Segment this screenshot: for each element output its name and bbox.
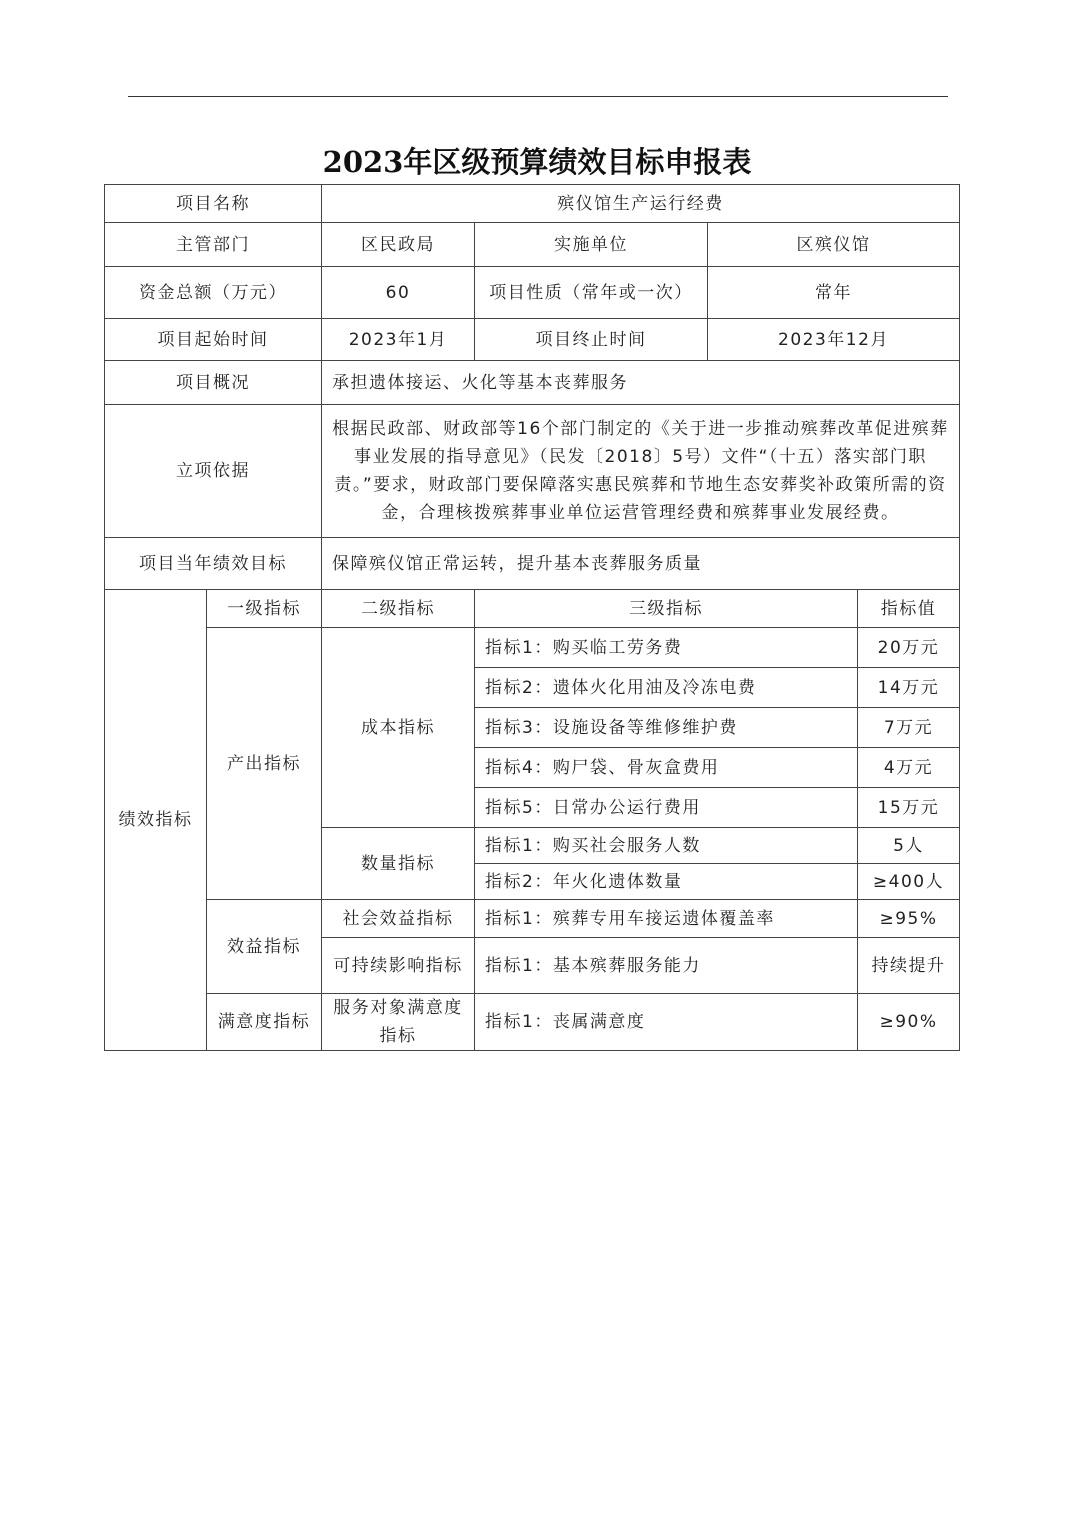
nature-label: 项目性质（常年或一次） [475,267,708,319]
end-value: 2023年12月 [708,319,960,361]
indicator-value: 14万元 [858,668,960,708]
table-row [105,267,960,319]
overview-value: 承担遗体接运、火化等基本丧葬服务 [322,361,960,405]
budget-table [104,184,960,1051]
indicator-value: ≥95% [858,900,960,938]
table-row [105,994,960,1051]
table-row [105,590,960,628]
quantity-label: 数量指标 [322,828,475,900]
goal-value: 保障殡仪馆正常运转，提升基本丧葬服务质量 [322,538,960,590]
impl-label: 实施单位 [475,223,708,267]
table-row [105,405,960,538]
header-level3: 三级指标 [475,590,858,628]
table-row [105,900,960,938]
nature-value: 常年 [708,267,960,319]
indicator-name: 指标2：年火化遗体数量 [475,864,858,900]
indicators-section-label: 绩效指标 [105,590,207,1051]
indicator-name: 指标1：基本殡葬服务能力 [475,938,858,994]
indicator-name: 指标3：设施设备等维修维护费 [475,708,858,748]
table-row [105,538,960,590]
table-row [105,628,960,668]
basis-value: 根据民政部、财政部等16个部门制定的《关于进一步推动殡葬改革促进殡葬事业发展的指导意见》（民发〔2018〕5号）文件“（十五）落实部门职责。”要求，财政部门要保障落实惠民殡葬和节地生态安葬奖补政策所需的资金，合理核拨殡葬事业单位运营管理经费和殡葬事业发展经费。 [322,405,960,538]
overview-label: 项目概况 [105,361,322,405]
indicator-name: 指标1：购买社会服务人数 [475,828,858,864]
project-name-value: 殡仪馆生产运行经费 [322,185,960,223]
indicator-value: 7万元 [858,708,960,748]
impl-value: 区殡仪馆 [708,223,960,267]
indicator-value: 5人 [858,828,960,864]
goal-label: 项目当年绩效目标 [105,538,322,590]
satisfaction-sub-label: 服务对象满意度指标 [322,994,475,1051]
indicator-value: 持续提升 [858,938,960,994]
indicator-name: 指标1：殡葬专用车接运遗体覆盖率 [475,900,858,938]
table-row [105,185,960,223]
table-row [105,361,960,405]
indicator-name: 指标4：购尸袋、骨灰盒费用 [475,748,858,788]
header-level2: 二级指标 [322,590,475,628]
satisfaction-label: 满意度指标 [207,994,322,1051]
header-rule [128,96,948,97]
dept-label: 主管部门 [105,223,322,267]
indicator-name: 指标1：购买临工劳务费 [475,628,858,668]
benefit-label: 效益指标 [207,900,322,994]
output-label: 产出指标 [207,628,322,900]
indicator-value: ≥90% [858,994,960,1051]
table-row [105,319,960,361]
indicator-value: 15万元 [858,788,960,828]
fund-value: 60 [322,267,475,319]
start-value: 2023年1月 [322,319,475,361]
indicator-value: ≥400人 [858,864,960,900]
dept-value: 区民政局 [322,223,475,267]
header-value: 指标值 [858,590,960,628]
indicator-name: 指标2：遗体火化用油及冷冻电费 [475,668,858,708]
fund-label: 资金总额（万元） [105,267,322,319]
sustain-label: 可持续影响指标 [322,938,475,994]
cost-label: 成本指标 [322,628,475,828]
indicator-value: 4万元 [858,748,960,788]
page-title: 2023年区级预算绩效目标申报表 [322,145,752,179]
indicator-name: 指标5：日常办公运行费用 [475,788,858,828]
header-level1: 一级指标 [207,590,322,628]
indicator-value: 20万元 [858,628,960,668]
social-label: 社会效益指标 [322,900,475,938]
end-label: 项目终止时间 [475,319,708,361]
basis-label: 立项依据 [105,405,322,538]
indicator-name: 指标1：丧属满意度 [475,994,858,1051]
start-label: 项目起始时间 [105,319,322,361]
table-row [105,223,960,267]
project-name-label: 项目名称 [105,185,322,223]
